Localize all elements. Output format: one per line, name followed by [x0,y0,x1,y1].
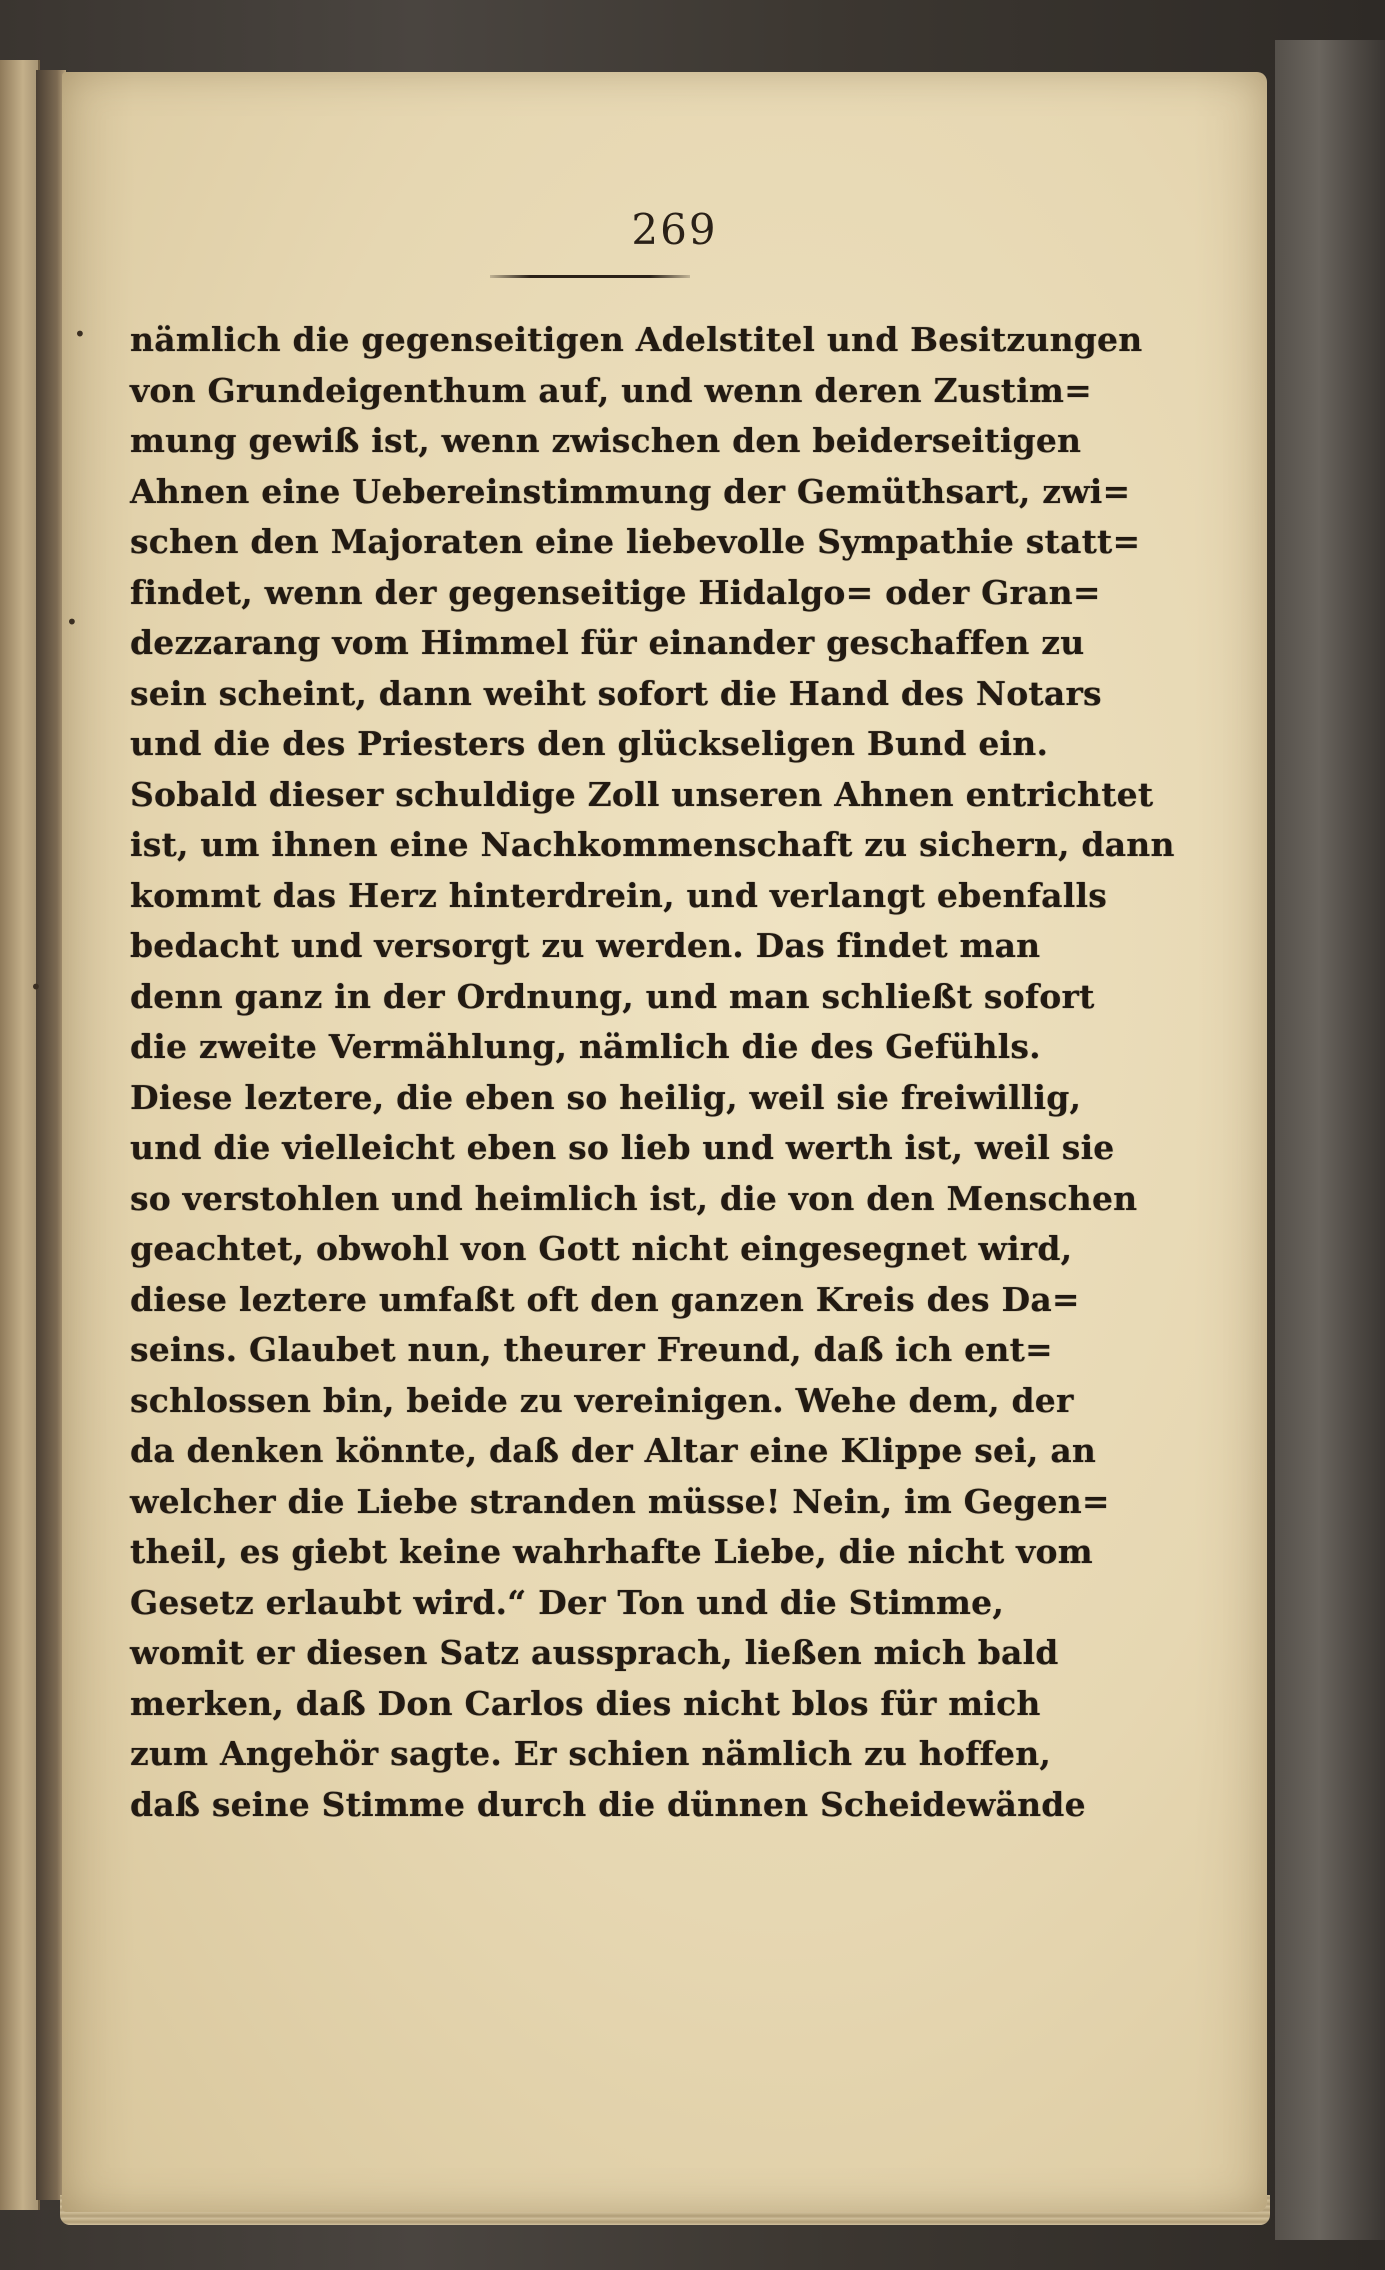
text-line: geachtet, obwohl von Gott nicht eingesegnet wird, [130,1229,1073,1268]
page-number: 269 [631,205,718,254]
text-line: schlossen bin, beide zu vereinigen. Wehe dem, der [130,1380,1074,1420]
text-line: Gesetz erlaubt wird.“ Der Ton und die Stimme, [130,1582,1005,1622]
text-line: merken, daß Don Carlos dies nicht blos für mich [130,1683,1041,1723]
text-line: bedacht und versorgt zu werden. Das findet man [130,926,1041,965]
page-header [62,205,1267,254]
text-line: und die des Priesters den glückseligen Bund ein. [130,724,1049,763]
text-line: Diese leztere, die eben so heilig, weil sie freiwillig, [130,1077,1082,1117]
text-line: nämlich die gegenseitigen Adelstitel und Besitzungen [130,320,1143,359]
body-text [130,315,1175,1830]
cover-edge [1275,40,1385,2240]
text-line: schen den Majoraten eine liebevolle Sympathie statt= [130,522,1141,561]
text-line: welcher die Liebe stranden müsse! Nein, im Gegen= [130,1481,1110,1521]
text-line: daß seine Stimme durch die dünnen Scheidewände [130,1784,1086,1824]
text-line: seins. Glaubet nun, theurer Freund, daß ich ent= [130,1330,1053,1369]
text-line: zum Angehör sagte. Er schien nämlich zu hoffen, [130,1734,1052,1773]
text-line: ist, um ihnen eine Nachkommenschaft zu sichern, dann [130,825,1175,864]
left-page-edge [0,60,40,2210]
text-line: denn ganz in der Ordnung, und man schließt sofort [130,976,1095,1016]
text-line: theil, es giebt keine wahrhafte Liebe, die nicht vom [130,1532,1093,1571]
text-line: Sobald dieser schuldige Zoll unseren Ahnen entrichtet [130,774,1154,814]
text-line: von Grundeigenthum auf, und wenn deren Zustim= [130,370,1092,410]
margin-dot: • [66,610,78,634]
margin-dot: • [30,975,42,999]
text-line: die zweite Vermählung, nämlich die des Gefühls. [130,1027,1041,1066]
text-line: da denken könnte, daß der Altar eine Klippe sei, an [130,1431,1097,1470]
text-line: womit er diesen Satz aussprach, ließen mich bald [130,1633,1059,1672]
text-line: findet, wenn der gegenseitige Hidalgo= oder Gran= [130,572,1101,612]
header-rule [490,275,690,278]
margin-dot: • [74,322,86,346]
text-line: Ahnen eine Uebereinstimmung der Gemüthsart, zwi= [130,471,1131,511]
text-line: dezzarang vom Himmel für einander geschaffen zu [130,623,1085,662]
text-line: sein scheint, dann weiht sofort die Hand des Notars [130,673,1102,713]
text-line: mung gewiß ist, wenn zwischen den beiderseitigen [130,421,1082,460]
text-line: und die vielleicht eben so lieb und werth ist, weil sie [130,1128,1115,1167]
text-line: kommt das Herz hinterdrein, und verlangt ebenfalls [130,875,1107,915]
text-line: diese leztere umfaßt oft den ganzen Kreis des Da= [130,1279,1080,1319]
text-line: so verstohlen und heimlich ist, die von den Menschen [130,1178,1138,1218]
